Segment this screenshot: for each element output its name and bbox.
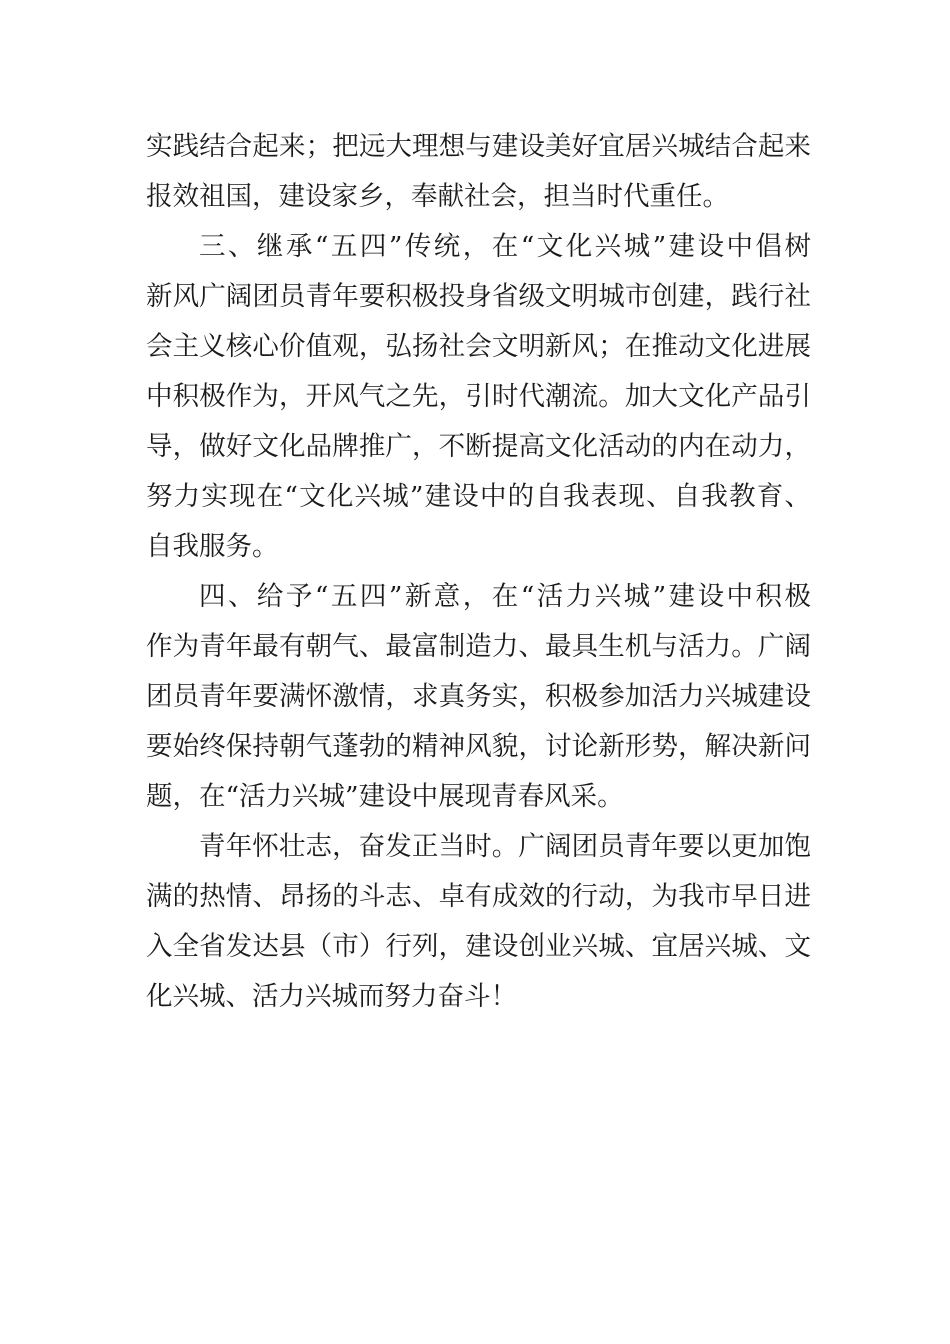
text-line: 自我服务。 — [146, 531, 279, 562]
text-line: 会主义核心价值观，弘扬社会文明新风；在推动文化进展 — [146, 331, 811, 362]
text-line: 新风广阔团员青年要积极投身省级文明城市创建，践行社 — [146, 281, 811, 312]
paragraph-2 — [146, 222, 811, 572]
document-body — [146, 122, 811, 1022]
text-line: 导，做好文化品牌推广，不断提高文化活动的内在动力， — [146, 431, 811, 462]
text-line: 化兴城、活力兴城而努力奋斗！ — [146, 981, 517, 1012]
text-line: 满的热情、昂扬的斗志、卓有成效的行动，为我市早日进 — [146, 881, 811, 912]
text-line: 三、继承“五四”传统，在“文化兴城”建设中倡树 — [199, 231, 811, 262]
text-line: 要始终保持朝气蓬勃的精神风貌，讨论新形势，解决新问 — [146, 731, 811, 762]
text-line: 四、给予“五四”新意，在“活力兴城”建设中积极 — [199, 581, 811, 612]
text-line: 报效祖国，建设家乡，奉献社会，担当时代重任。 — [146, 181, 729, 212]
text-line: 团员青年要满怀激情，求真务实，积极参加活力兴城建设 — [146, 681, 811, 712]
text-line: 入全省发达县（市）行列，建设创业兴城、宜居兴城、文 — [146, 931, 811, 962]
paragraph-4 — [146, 822, 811, 1022]
text-line: 题，在“活力兴城”建设中展现青春风采。 — [146, 781, 624, 812]
paragraph-3 — [146, 572, 811, 822]
text-line: 作为青年最有朝气、最富制造力、最具生机与活力。广阔 — [146, 631, 811, 662]
paragraph-1 — [146, 122, 811, 222]
text-line: 中积极作为，开风气之先，引时代潮流。加大文化产品引 — [146, 381, 811, 412]
text-line: 努力实现在“文化兴城”建设中的自我表现、自我教育、 — [146, 481, 811, 512]
text-line: 实践结合起来；把远大理想与建设美好宜居兴城结合起来 — [146, 131, 811, 162]
text-line: 青年怀壮志，奋发正当时。广阔团员青年要以更加饱 — [199, 831, 811, 862]
